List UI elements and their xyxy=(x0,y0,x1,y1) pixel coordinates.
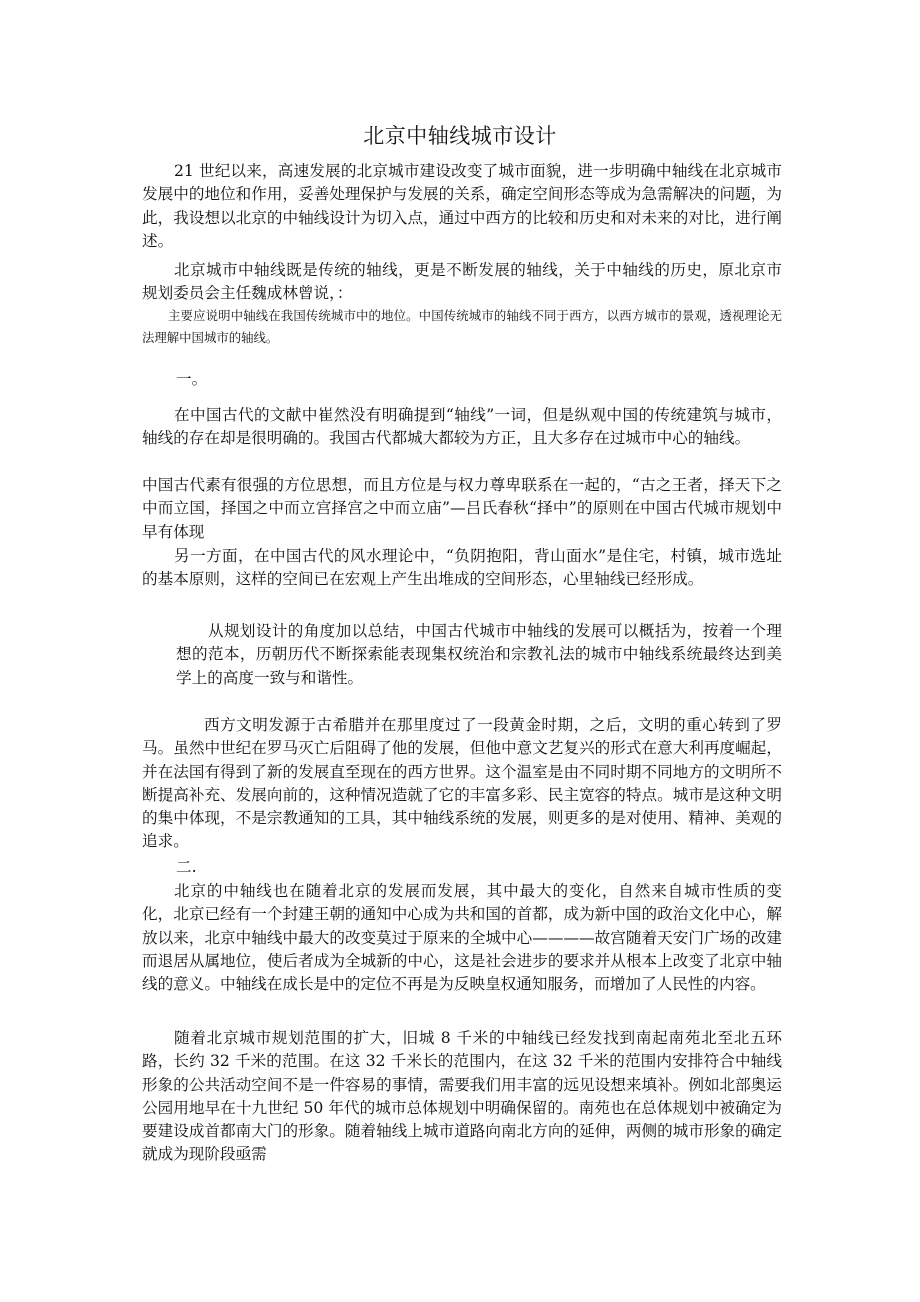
document-title: 北京中轴线城市设计 xyxy=(363,124,557,148)
section-two-heading: 二. xyxy=(176,858,197,876)
section-two-paragraph-2: 随着北京城市规划范围的扩大，旧城 8 千米的中轴线已经发找到南起南苑北至北五环路，长约 32 千米的范围。在这 32 千米长的范围内，在这 32 千米的范围内安排符合中轴线形象的公共活动空间不是一件容易的事情，需要我们用丰富的远见设想来填补。例如北部奥运公园用地早在十九世纪 50 年代的城市总体规划中明确保留的。南苑也在总体规划中被确定为要建设成首都南大门的形象。随着轴线上城市道路向南北方向的延伸，两侧的城市形象的确定就成为现阶段亟需 xyxy=(142,1029,782,1164)
section-one-paragraph-1: 在中国古代的文献中崔然没有明确提到“轴线”一词，但是纵观中国的传统建筑与城市，轴线的存在却是很明确的。我国古代都城大都较为方正，且大多存在过城市中心的轴线。 xyxy=(142,406,782,448)
section-one-paragraph-5: 西方文明发源于古希腊并在那里度过了一段黄金时期，之后，文明的重心转到了罗马。虽然中世纪在罗马灭亡后阻碍了他的发展，但他中意文艺复兴的形式在意大利再度崛起，并在法国有得到了新的发展直至现在的西方世界。这个温室是由不同时期不同地方的文明所不断提高补充、发展向前的，这种情况造就了它的丰富多彩、民主宽容的特点。城市是这种文明的集中体现，不是宗教通知的工具，其中轴线系统的发展，则更多的是对使用、精神、美观的追求。 xyxy=(142,716,782,851)
section-one-paragraph-3: 另一方面，在中国古代的风水理论中，“负阴抱阳，背山面水”是住宅，村镇，城市选址的基本原则，这样的空间已在宏观上产生出堆成的空间形态，心里轴线已经形成。 xyxy=(142,547,782,589)
quote-intro-paragraph: 北京城市中轴线既是传统的轴线，更是不断发展的轴线，关于中轴线的历史，原北京市规划委员会主任魏成林曾说，： xyxy=(142,261,782,303)
quote-paragraph: 主要应说明中轴线在我国传统城市中的地位。中国传统城市的轴线不同于西方，以西方城市的景观，透视理论无法理解中国城市的轴线。 xyxy=(142,308,782,345)
intro-paragraph: 21 世纪以来，高速发展的北京城市建设改变了城市面貌，进一步明确中轴线在北京城市发展中的地位和作用，妥善处理保护与发展的关系，确定空间形态等成为急需解决的问题，为此，我设想以北京的中轴线设计为切入点，通过中西方的比较和历史和对未来的对比，进行阐述。 xyxy=(142,162,782,250)
section-one-paragraph-4: 从规划设计的角度加以总结，中国古代城市中轴线的发展可以概括为，按着一个理想的范本，历朝历代不断探索能表现集权统治和宗教礼法的城市中轴线系统最终达到美学上的高度一致与和谐性。 xyxy=(176,622,782,687)
section-two-paragraph-1: 北京的中轴线也在随着北京的发展而发展，其中最大的变化，自然来自城市性质的变化，北京已经有一个封建王朝的通知中心成为共和国的首都，成为新中国的政治文化中心，解放以来，北京中轴线中最大的改变莫过于原来的全城中心————故宫随着天安门广场的改建而退居从属地位，使后者成为全城新的中心，这是社会进步的要求并从根本上改变了北京中轴线的意义。中轴线在成长是中的定位不再是为反映皇权通知服务，而增加了人民性的内容。 xyxy=(142,882,782,994)
section-one-heading: 一。 xyxy=(176,370,208,388)
section-one-paragraph-2: 中国古代素有很强的方位思想，而且方位是与权力尊卑联系在一起的，“古之王者，择天下之中而立国，择国之中而立宫择宫之中而立庙”—吕氏春秋“择中”的原则在中国古代城市规划中早有体现 xyxy=(142,476,782,541)
